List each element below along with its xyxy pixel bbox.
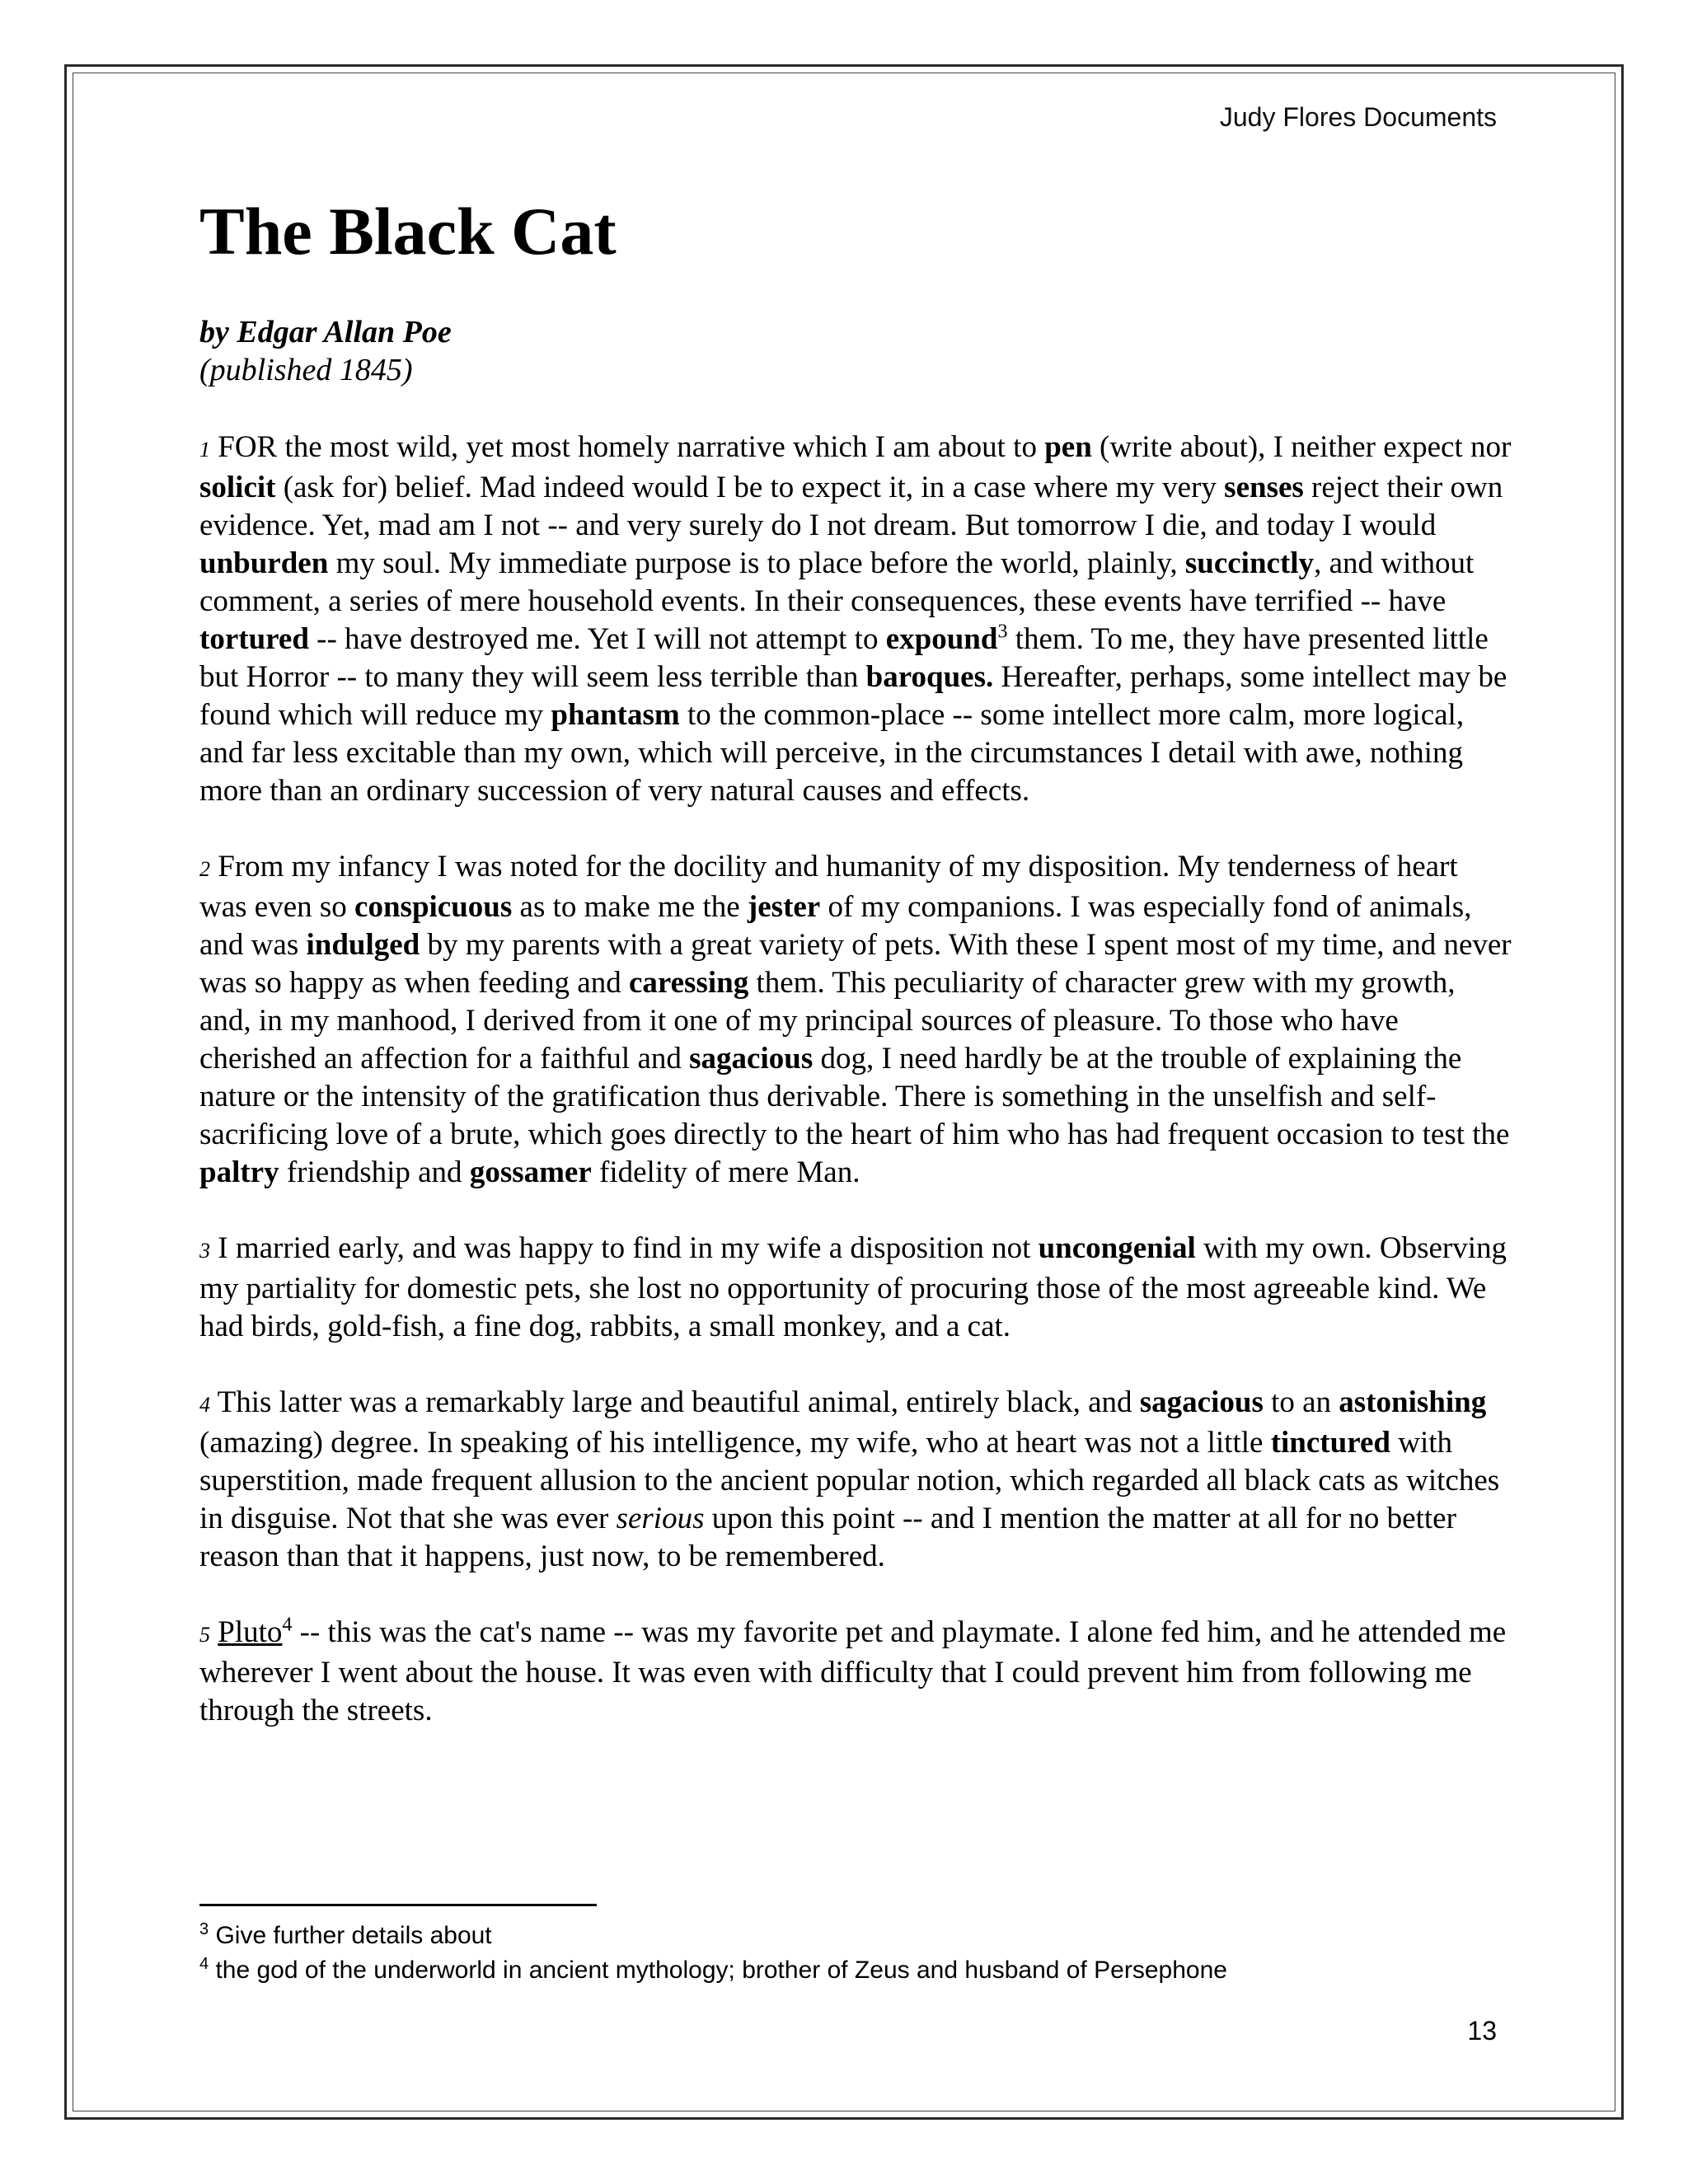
- vocabulary-word: paltry: [199, 1155, 279, 1189]
- text-run: dog, I need hardly be at the trouble of explaining the nature or the intensity of the gratification thus derivable. There is something in the unselfish and self-sacrificing love of a brute, which goes directly to the heart of him who has had frequent occasion to test the: [199, 1042, 1510, 1151]
- vocabulary-word: succinctly: [1184, 546, 1315, 580]
- text-run: to the common-place -- some intellect more calm, more logical, and far less excitable than my own, which will perceive, in the circumstances I detail with awe, nothing more than an ordinary succession of very natural causes and effects.: [199, 698, 1465, 808]
- vocabulary-word: expound: [885, 622, 998, 656]
- footnotes: [199, 1919, 1227, 1988]
- paragraph-number: 5: [199, 1623, 210, 1647]
- page-title: The Black Cat: [199, 194, 617, 269]
- vocabulary-word: conspicuous: [354, 890, 513, 924]
- text-run: of my companions. I was especially fond of animals, and was: [199, 890, 1472, 962]
- vocabulary-word: senses: [1224, 471, 1304, 504]
- text-run: FOR the most wild, yet most homely narrative which I am about to: [218, 430, 1045, 464]
- text-run: From my infancy I was noted for the docility and humanity of my disposition. My tenderness of heart was even so: [199, 850, 1458, 924]
- vocabulary-word: sagacious: [689, 1042, 814, 1076]
- publication-line: (published 1845): [199, 353, 413, 387]
- text-run: with my own. Observing my partiality for domestic pets, she lost no opportunity of procuring those of the most agreeable kind. We had birds, gold-fish, a fine dog, rabbits, a small monkey, and a cat.: [199, 1231, 1507, 1343]
- text-run: Hereafter, perhaps, some intellect may be found which will reduce my: [199, 660, 1507, 732]
- text-run: as to make me the: [512, 890, 748, 924]
- text-run: (ask for) belief. Mad indeed would I be to expect it, in a case where my very: [275, 471, 1225, 504]
- underlined-text: Pluto: [218, 1615, 283, 1649]
- footnote-text: the god of the underworld in ancient mythology; brother of Zeus and husband of Persephone: [209, 1957, 1227, 1984]
- text-run: -- this was the cat's name -- was my favorite pet and playmate. I alone fed him, and he attended me wherever I went about the house. It was even with difficulty that I could prevent him from following me through the streets.: [199, 1615, 1507, 1727]
- vocabulary-word: phantasm: [551, 698, 680, 732]
- text-run: This latter was a remarkably large and beautiful animal, entirely black, and: [217, 1385, 1140, 1419]
- text-run: with superstition, made frequent allusion to the ancient popular notion, which regarded all black cats as witches in disguise. Not that she was ever: [199, 1426, 1500, 1535]
- paragraph-number: 3: [199, 1239, 210, 1263]
- paragraph-number: 4: [199, 1393, 210, 1417]
- text-run: upon this point -- and I mention the matter at all for no better reason than that it happens, just now, to be remembered.: [199, 1502, 1456, 1573]
- vocabulary-word: astonishing: [1339, 1385, 1487, 1419]
- paragraph: [199, 1230, 1512, 1346]
- footnote-reference: 4: [282, 1614, 293, 1636]
- vocabulary-word: indulged: [306, 928, 420, 962]
- text-run: (write about), I neither expect nor: [1091, 430, 1512, 464]
- vocabulary-word: caressing: [628, 966, 749, 1000]
- vocabulary-word: unburden: [199, 546, 329, 580]
- paragraph-number: 2: [199, 857, 210, 881]
- vocabulary-word: tinctured: [1270, 1426, 1390, 1460]
- footnote-number: 3: [199, 1920, 209, 1938]
- vocabulary-word: uncongenial: [1038, 1231, 1196, 1265]
- vocabulary-word: solicit: [199, 471, 276, 504]
- vocabulary-word: gossamer: [469, 1155, 592, 1189]
- author-line: by Edgar Allan Poe: [199, 315, 452, 349]
- page-number: 13: [1467, 2016, 1497, 2046]
- text-run: fidelity of mere Man.: [591, 1155, 860, 1189]
- footnote: [199, 1953, 1227, 1988]
- paragraph: [199, 1384, 1512, 1576]
- text-run: them. This peculiarity of character grew with my growth, and, in my manhood, I derived from it one of my principal sources of pleasure. To those who have cherished an affection for a faithful and: [199, 966, 1456, 1076]
- emphasis-text: serious: [616, 1502, 705, 1535]
- paragraph-number: 1: [199, 438, 210, 462]
- text-run: by my parents with a great variety of pets. With these I spent most of my time, and never was so happy as when feeding and: [199, 928, 1512, 1000]
- footnote-text: Give further details about: [209, 1922, 492, 1949]
- footnote: [199, 1919, 1227, 1953]
- text-run: to an: [1263, 1385, 1339, 1419]
- footnote-separator: [199, 1904, 597, 1906]
- paragraph: [199, 848, 1512, 1192]
- text-run: (amazing) degree. In speaking of his intelligence, my wife, who at heart was not a little: [199, 1426, 1271, 1460]
- text-run: I married early, and was happy to find in my wife a disposition not: [218, 1231, 1039, 1265]
- text-run: my soul. My immediate purpose is to place before the world, plainly,: [328, 546, 1185, 580]
- footnote-number: 4: [199, 1955, 209, 1973]
- document-header: Judy Flores Documents: [1219, 102, 1497, 132]
- vocabulary-word: pen: [1044, 430, 1092, 464]
- footnote-reference: 3: [997, 621, 1008, 643]
- text-run: , and without comment, a series of mere household events. In their consequences, these events have terrified -- have: [199, 546, 1475, 618]
- vocabulary-word: jester: [747, 890, 821, 924]
- paragraph: [199, 1614, 1512, 1730]
- byline: [199, 313, 452, 389]
- vocabulary-word: tortured: [199, 622, 309, 656]
- vocabulary-word: sagacious: [1139, 1385, 1264, 1419]
- text-run: reject their own evidence. Yet, mad am I not -- and very surely do I not dream. But tomorrow I die, and today I would: [199, 471, 1503, 542]
- paragraph: [199, 429, 1512, 810]
- text-run: friendship and: [279, 1155, 470, 1189]
- text-run: -- have destroyed me. Yet I will not attempt to: [308, 622, 886, 656]
- vocabulary-word: baroques.: [865, 660, 994, 694]
- text-run: them. To me, they have presented little but Horror -- to many they will seem less terrible than: [199, 622, 1489, 694]
- story-body: [199, 429, 1512, 1768]
